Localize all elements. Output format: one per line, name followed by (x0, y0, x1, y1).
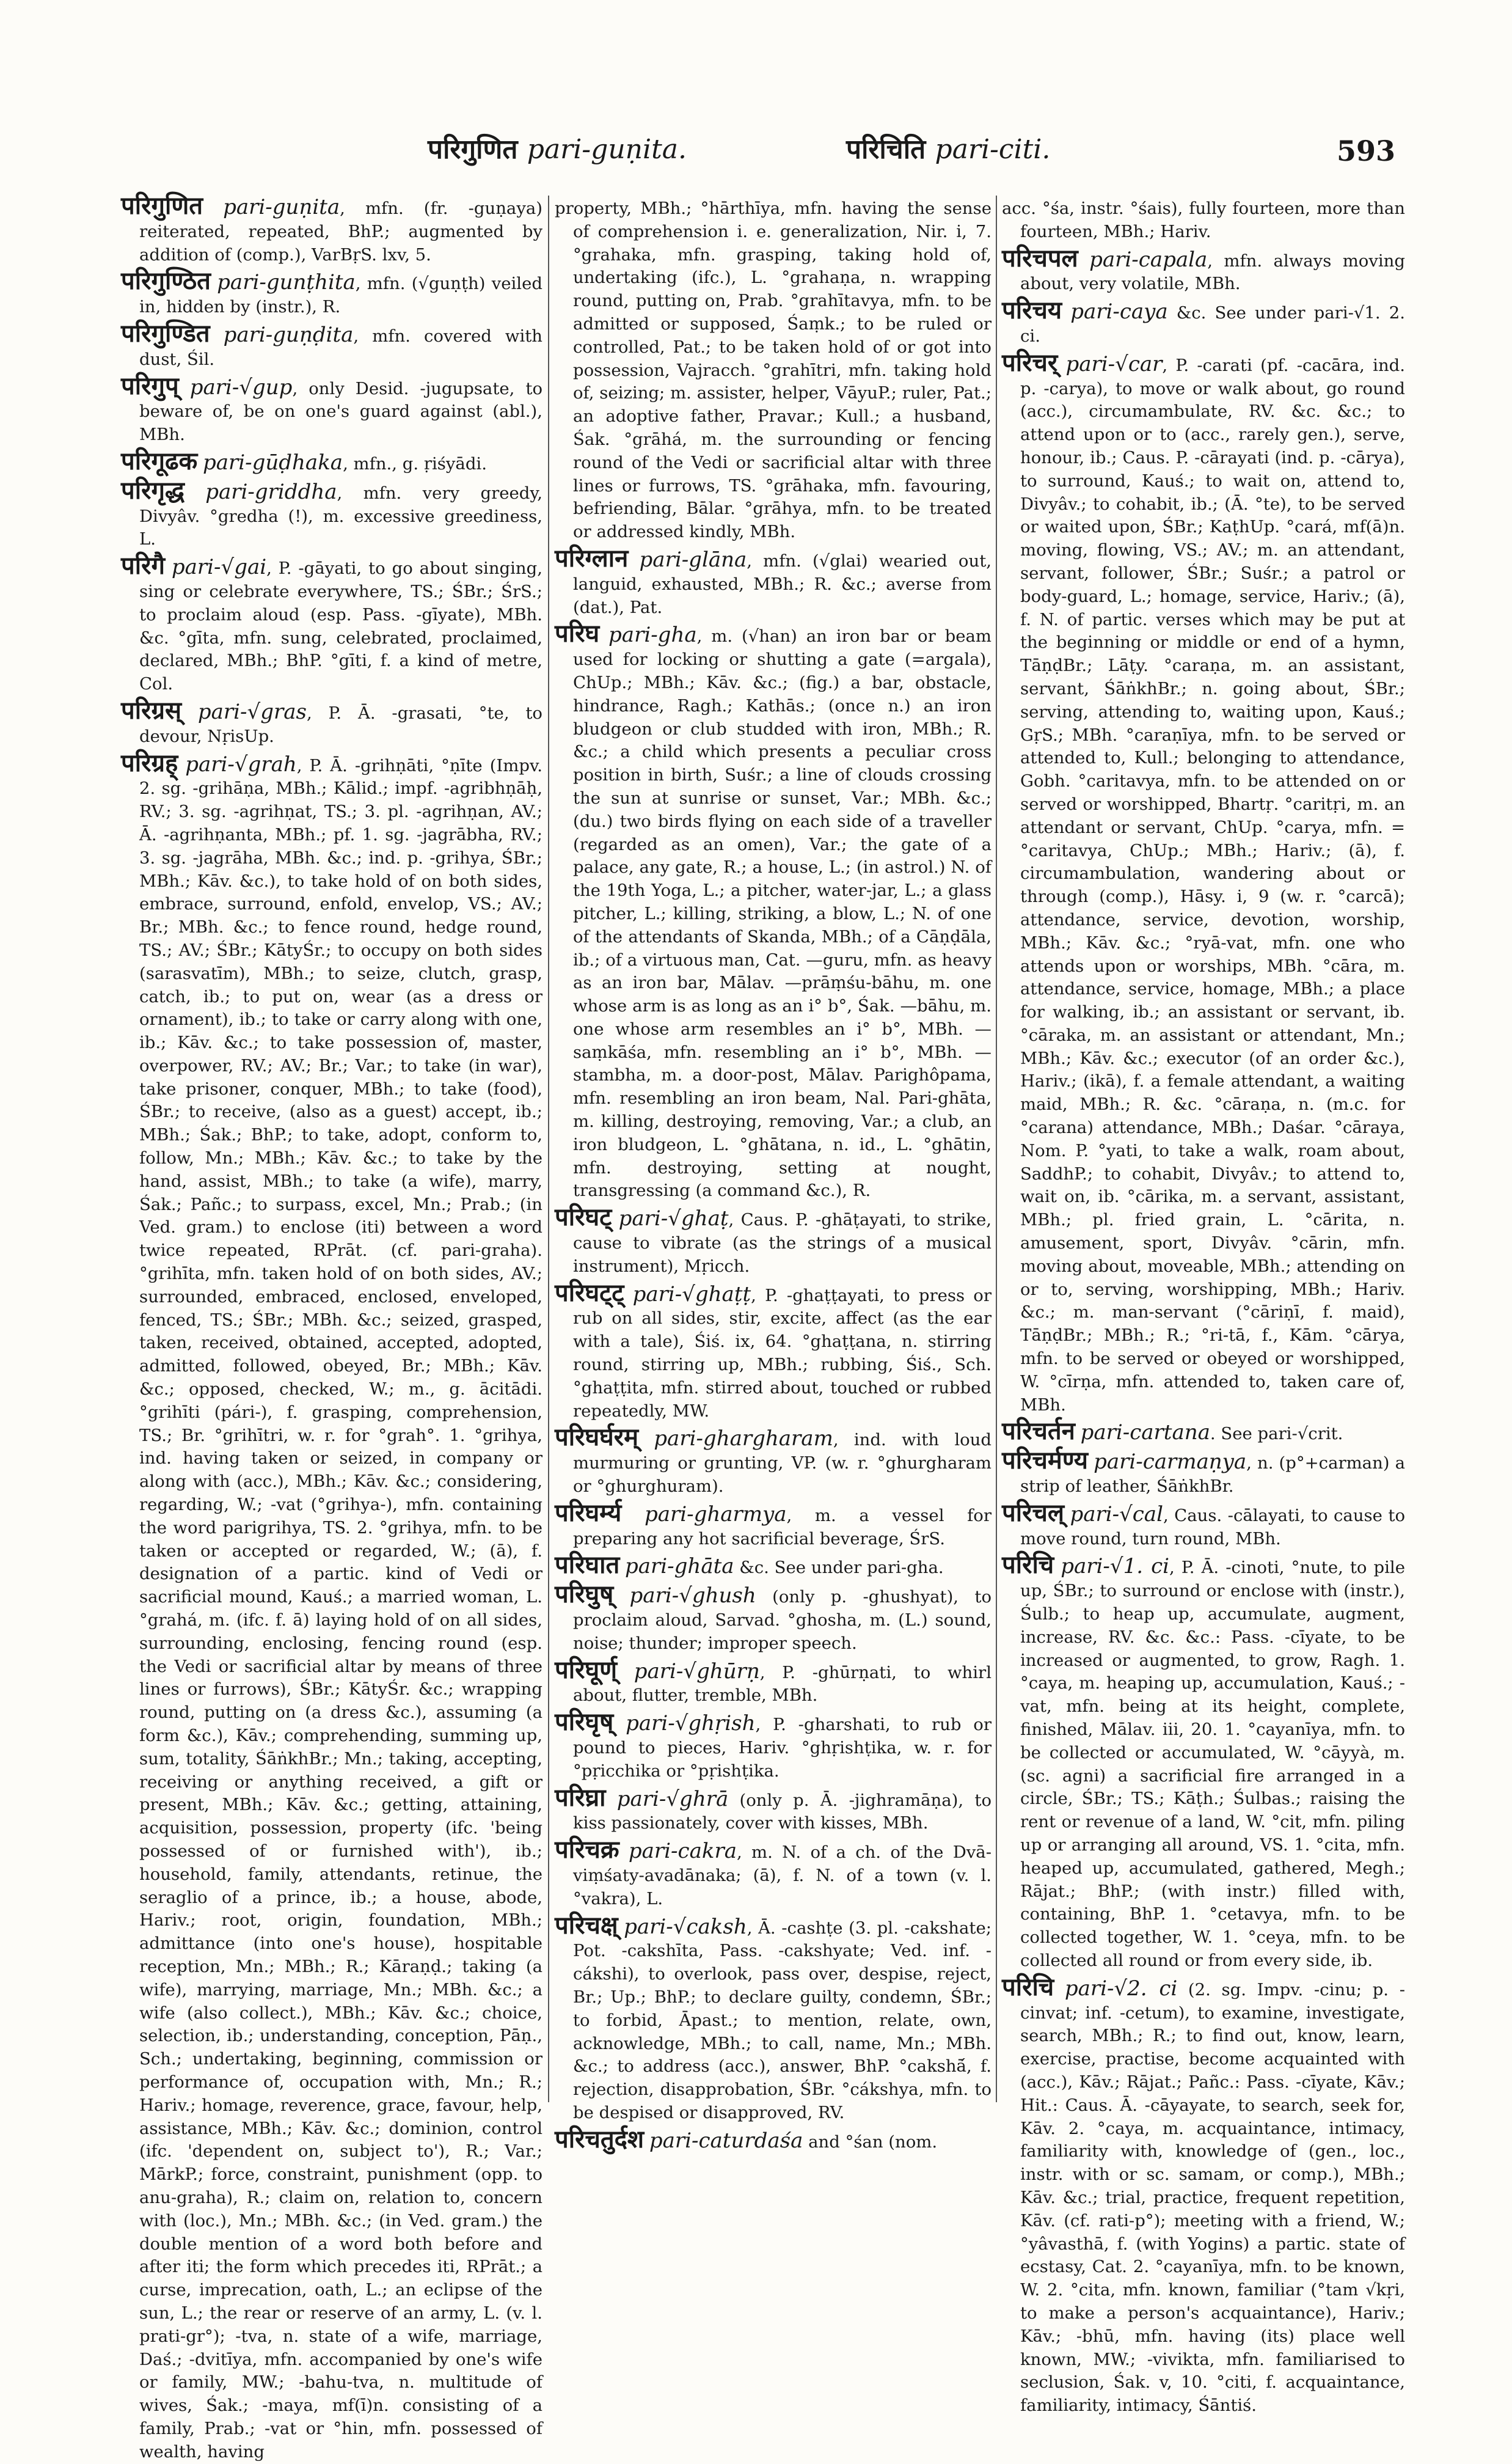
entry-definition: , P. Ā. -grasati, °te, to devour, NṛisUp. (139, 703, 542, 746)
dictionary-entry (121, 748, 542, 2464)
headword-devanagari: परिघर्घरम् (555, 1423, 638, 1452)
entry-definition: , P. -ghūrṇati, to whirl about, flutter, tremble, MBh. (573, 1662, 992, 1706)
headword-devanagari: परिघट् (555, 1203, 612, 1232)
column-middle (555, 194, 992, 2154)
headword-transliteration: pari-√gup (189, 375, 293, 400)
column-divider (996, 196, 997, 2102)
entry-definition: , P. -carati (pf. -cacāra, ind. p. -carya), to move or walk about, go round (acc.), circumambulate, RV. &c. &c.; to attend upon or to (acc., rarely gen.), serve, honour, ib.; Caus. P. -cārayati (ind. p. -cārya), to surround, Kauś.; to wait on, attend to, Divyâv.; to cohabit, ib.; (Ā. °te), to be served or waited upon, ŚBr.; KaṭhUp. °cará, mf(ā)n. moving, flowing, VS.; AV.; m. an attendant, servant, follower, ŚBr.; Suśr.; a patrol or body-guard, L.; homage, service, Hariv.; (ā), f. N. of partic. verses which may be put at the beginning or middle or end of a hymn, TāṇḍBr.; Lāṭy. °caraṇa, m. an assistant, servant, ŚāṅkhBr.; n. going about, ŚBr.; serving, attending to, waiting upon, Kauś.; GṛS.; MBh. °caraṇīya, mfn. to be served or attended to, Kull.; belonging to attendance, Gobh. °caritavya, mfn. to be attended on or served or worshipped, Bhartṛ. °caritṛi, m. an attendant or servant, ChUp. °carya, mfn. = °caritavya, ChUp.; MBh.; Hariv.; (ā), f. circumambulation, wandering about or through (comp.), Hāsy. i, 9 (w. r. °carcā); attendance, service, devotion, worship, MBh.; Kāv. &c.; °ryā-vat, mfn. one who attends upon or worships, MBh. °cāra, m. attendance, service, homage, MBh.; a place for walking, ib.; an assistant or servant, ib. °cāraka, m. an assistant or attendant, Mn.; MBh.; Kāv. &c.; executor (of an order &c.), Hariv.; (ikā), f. a female attendant, a waiting maid, MBh.; R. &c. °cāraṇa, n. (m.c. for °carana) attendance, MBh.; Daśar. °cāraya, Nom. P. °yati, to take a walk, roam about, SaddhP.; to cohabit, Divyâv.; to attend to, wait on, ib. °cārika, m. a servant, assistant, MBh.; pl. fried grain, L. °cārita, n. amusement, sport, Divyâv. °cārin, mfn. moving about, moveable, MBh.; attending on or to, serving, worshipping, MBh.; Hariv. &c.; m. man-servant (°cāriṇī, f. maid), TāṇḍBr.; MBh.; R.; °ri-tā, f., Kām. °cārya, mfn. to be served or obeyed or worshipped, W. °cīrṇa, mfn. attended to, taken care of, MBh. (1020, 355, 1406, 1415)
running-head-center-translit: pari-citi. (935, 134, 1051, 165)
headword-transliteration: pari-guṇita (223, 195, 340, 219)
headword-transliteration: pari-gunṭhita (217, 270, 356, 295)
dictionary-entry (121, 191, 542, 266)
entry-definition: , m. a vessel for preparing any hot sacrificial beverage, ŚrS. (573, 1505, 992, 1549)
dictionary-entry (121, 551, 542, 696)
dictionary-entry (555, 1203, 992, 1278)
dictionary-entry (1002, 296, 1405, 348)
entry-definition: property, MBh.; °hārthīya, mfn. having the sense of comprehension i. e. generalization, Nir. i, 7. °grahaka, mfn. grasping, taking hold of, undertaking (ifc.), L. °grahaṇa, n. wrapping round, putting on, Prab. °grahītavya, mfn. to be admitted or supposed, Śaṃk.; to be ruled or controlled, Pat.; to be taken hold of or got into possession, Vajracch. °grahītri, mfn. taking hold of, seizing; m. assister, helper, VāyuP.; ruler, Pat.; an adoptive father, Pravar.; Kull.; a husband, Śak. °grāhá, m. the surrounding or fencing round of the Vedi or sacrificial altar with three lines or furrows, TS. °grāhaka, mfn. favouring, befriending, Bālar. °grāhya, mfn. to be treated or addressed kindly, MBh. (555, 199, 992, 542)
entry-definition: , mfn. very greedy, Divyâv. °gredha (!), m. excessive greediness, L. (139, 483, 542, 549)
headword-transliteration: pari-carmaṇya (1094, 1450, 1247, 1475)
entry-definition: , n. (p°+carman) a strip of leather, ŚāṅkhBr. (1020, 1453, 1405, 1497)
column-left (121, 191, 543, 2462)
entry-definition: , only Desid. -jugupsate, to beware of, be on one's guard against (abl.), MBh. (139, 378, 543, 445)
running-head-center-devanagari: परिचिति (846, 134, 926, 165)
headword-devanagari: परिचय (1002, 296, 1062, 325)
headword-devanagari: परिघ (555, 619, 600, 648)
dictionary-entry (555, 194, 992, 544)
headword-transliteration: pari-√cal (1070, 1502, 1163, 1527)
entry-definition: acc. °śa, instr. °śais), fully fourteen, more than fourteen, MBh.; Hariv. (1002, 199, 1405, 241)
headword-transliteration: pari-√1. ci (1061, 1554, 1170, 1579)
dictionary-entry (555, 2124, 992, 2154)
entry-definition: , Caus. -cālayati, to cause to move round, turn round, MBh. (1020, 1505, 1405, 1549)
entry-definition: , m. (√han) an iron bar or beam used for locking or shutting a gate (=argala), ChUp.; MBh.; Kāv. &c.; (fig.) a bar, obstacle, hindrance, Ragh.; Kathās.; (once n.) an iron bludgeon or club studded with iron, MBh.; R. &c.; a child which presents a peculiar cross position in birth, Suśr.; a line of clouds crossing the sun at sunrise or sunset, Var.; MBh. &c.; (du.) two birds flying on each side of a traveller (regarded as an omen), Var.; the gate of a palace, any gate, R.; a house, L.; (in astrol.) N. of the 19th Yoga, L.; a pitcher, water-jar, L.; a glass pitcher, L.; killing, striking, a blow, L.; N. of one of the attendants of Skanda, MBh.; of a Cāṇḍāla, ib.; of a virtuous man, Cat. —guru, mfn. as heavy as an iron bar, Mālav. —prāṃśu-bāhu, m. one whose arm is as long as an i° b°, Śak. —bāhu, m. one whose arm resembles an i° b°, MBh. —saṃkāśa, mfn. resembling an i° b°, MBh. —stambha, m. a door-post, Mālav. Parighôpama, mfn. resembling an iron beam, Nal. Pari-ghāta, m. killing, destroying, removing, Var.; a club, an iron bludgeon, L. °ghātana, n. id., L. °ghātin, mfn. destroying, setting at nought, transgressing (a command &c.), R. (573, 626, 992, 1201)
running-head-left (428, 130, 687, 166)
headword-transliteration: pari-√2. ci (1064, 1976, 1178, 2001)
dictionary-entry (555, 1498, 992, 1551)
dictionary-entry (121, 371, 543, 447)
dictionary-entry (1002, 1446, 1405, 1498)
entry-definition: (2. sg. Impv. -cinu; p. -cinvat; inf. -cetum), to examine, investigate, search, MBh.; R.; to find out, know, learn, exercise, practise, become acquainted with (acc.), Kāv.; Rājat.; Pañc.: Pass. -cīyate, Kāv.; Hit.: Caus. Ā. -cāyayate, to search, seek for, Kāv. 2. °caya, m. acquaintance, intimacy, familiarity with, knowledge of (gen., loc., instr. with or sc. samam, or comp.), MBh.; Kāv. &c.; trial, practice, frequent repetition, Kāv. (cf. rati-p°); meeting with a friend, W.; °yâvasthā, f. (with Yogins) a partic. state of ecstasy, Cat. 2. °cayanīya, mfn. to be known, W. 2. °cita, mfn. known, familiar (°tam √kṛi, to make a person's acquaintance), Hariv.; Kāv.; -bhū, mfn. having (its) place well known, MW.; -vivikta, mfn. familiarised to seclusion, Śak. v, 10. °citi, f. acquaintance, familiarity, intimacy, Śāntiś. (1020, 1979, 1405, 2416)
entry-definition: &c. See under pari-gha. (734, 1558, 944, 1578)
headword-devanagari: परिघ्रा (555, 1783, 606, 1812)
headword-devanagari: परिचर्तन (1002, 1417, 1075, 1446)
headword-devanagari: परिगृद्ध (121, 475, 184, 505)
headword-transliteration: pari-√caksh (624, 1914, 747, 1939)
headword-devanagari: परिगुप् (121, 371, 179, 400)
headword-devanagari: परिगुणित (121, 191, 203, 220)
headword-transliteration: pari-caya (1070, 299, 1168, 324)
headword-devanagari: परिचर्मण्य (1002, 1446, 1088, 1475)
entry-definition: , m. N. of a ch. of the Dvā-viṃśaty-avadānaka; (ā), f. N. of a town (v. l. °vakra), L. (573, 1843, 992, 1909)
dictionary-entry (121, 446, 542, 476)
headword-devanagari: परिचल् (1002, 1498, 1064, 1527)
headword-devanagari: परिगुण्ठित (121, 266, 211, 296)
entry-definition: &c. See under pari-√1. 2. ci. (1020, 303, 1405, 346)
entry-definition: (only p. Ā. -jighramāṇa), to kiss passionately, cover with kisses, MBh. (573, 1790, 992, 1833)
headword-transliteration: pari-griddha (205, 479, 337, 504)
entry-definition: , mfn., g. ṛiśyādi. (343, 453, 487, 474)
headword-transliteration: pari-capala (1089, 247, 1208, 272)
headword-transliteration: pari-√ghush (629, 1583, 756, 1608)
headword-transliteration: pari-√ghaṭṭ (632, 1282, 751, 1307)
headword-devanagari: परिग्रह् (121, 748, 178, 777)
entry-definition: , P. Ā. -cinoti, °nute, to pile up, ŚBr.; to surround or enclose with (instr.), Śulb.; to heap up, accumulate, augment, increase, RV. &c. &c.: Pass. -cīyate, to be increased or augmented, to grow, Ragh. 1. °caya, m. heaping up, accumulation, Kauś.; -vat, mfn. being at its height, complete, finished, Mālav. iii, 20. 1. °cayanīya, mfn. to be collected or accumulated, W. °cāyyà, m. (sc. agni) a sacrificial fire arranged in a circle, ŚBr.; TS.; Kāṭh.; Śulbas.; raising the rent or revenue of a land, W. °cit, mfn. piling up or arranging all around, VS. 1. °cita, mfn. heaped up, accumulated, gathered, Megh.; Rājat.; BhP.; (with instr.) filled with, containing, BhP. 1. °cetavya, mfn. to be collected together, W. 1. °ceya, mfn. to be collected all round or from every side, ib. (1020, 1558, 1405, 1970)
headword-devanagari: परिघट्ट् (555, 1278, 624, 1307)
entry-definition: , P. -gharshati, to rub or pound to pieces, Hariv. °ghṛishṭika, w. r. for °pṛicchika or °pṛishṭika. (573, 1715, 992, 1781)
dictionary-entry (555, 1835, 992, 1910)
dictionary-entry (1002, 1550, 1405, 1972)
column-divider (548, 196, 549, 2102)
headword-transliteration: pari-gharmya (644, 1502, 787, 1527)
headword-devanagari: परिचक्र (555, 1835, 619, 1865)
dictionary-entry (121, 318, 543, 372)
page-number: 593 (1337, 134, 1396, 167)
headword-devanagari: परिघुष् (555, 1580, 614, 1609)
headword-transliteration: pari-√grah (185, 752, 297, 777)
headword-transliteration: pari-caturdaśa (649, 2128, 803, 2153)
entry-definition: , mfn. (√glai) wearied out, languid, exhausted, MBh.; R. &c.; averse from (dat.), Pat. (573, 551, 992, 617)
dictionary-entry (555, 1580, 992, 1655)
headword-devanagari: परिचक्ष् (555, 1910, 618, 1940)
dictionary-entry (555, 1707, 992, 1783)
entry-definition: , mfn. always moving about, very volatile, MBh. (1020, 251, 1405, 294)
headword-transliteration: pari-√ghaṭ (618, 1206, 729, 1231)
dictionary-entry (1002, 1498, 1405, 1551)
headword-devanagari: परिघर्म्य (555, 1498, 622, 1527)
entry-definition: , Ā. -cashṭe (3. pl. -cakshate; Pot. -cakshīta, Pass. -cakshyate; Ved. inf. -cákshi), to overlook, pass over, despise, reject, Br.; Up.; BhP.; to declare guilty, condemn, ŚBr.; to forbid, Āpast.; to mention, relate, own, acknowledge, MBh.; to call, name, Mn.; MBh. &c.; to address (acc.), answer, BhP. °cakshā́, f. rejection, disapprobation, ŚBr. °cákshya, mfn. to be despised or disapproved, RV. (573, 1918, 992, 2122)
headword-devanagari: परिचि (1002, 1550, 1054, 1580)
running-head-center (846, 130, 1050, 166)
dictionary-entry (555, 1783, 992, 1836)
headword-transliteration: pari-√ghūrṇ (634, 1659, 760, 1684)
headword-devanagari: परिघृष् (555, 1707, 614, 1737)
entry-definition: , mfn. (fr. -guṇaya) reiterated, repeated, BhP.; augmented by addition of (comp.), VarBṛS. lxv, 5. (139, 199, 542, 265)
headword-devanagari: परिग्लान (555, 543, 629, 573)
dictionary-entry (121, 475, 542, 551)
dictionary-entry (1002, 348, 1406, 1417)
dictionary-entry (121, 266, 542, 319)
headword-transliteration: pari-cakra (628, 1839, 737, 1864)
dictionary-entry (555, 1278, 992, 1423)
dictionary-entry (1002, 243, 1405, 296)
dictionary-entry (555, 1550, 992, 1580)
headword-transliteration: pari-√ghṛish (626, 1711, 756, 1736)
headword-transliteration: pari-ghargharam (654, 1426, 833, 1451)
dictionary-entry (555, 543, 992, 619)
headword-transliteration: pari-ghāta (625, 1554, 734, 1579)
headword-transliteration: pari-glāna (639, 547, 747, 572)
running-head-left-devanagari: परिगुणित (428, 134, 518, 165)
headword-transliteration: pari-guṇḍita (223, 322, 354, 347)
dictionary-entry (555, 619, 992, 1203)
headword-transliteration: pari-gha (608, 623, 697, 648)
headword-devanagari: परिग्रस् (121, 695, 182, 725)
entry-definition: , Caus. P. -ghāṭayati, to strike, cause to vibrate (as the strings of a musical instrument), Mṛicch. (573, 1210, 992, 1276)
headword-devanagari: परिगुण्डित (121, 318, 210, 348)
dictionary-entry (555, 1423, 992, 1498)
dictionary-entry (121, 695, 542, 749)
headword-transliteration: pari-gūḍhaka (202, 450, 343, 475)
dictionary-entry (1002, 194, 1405, 244)
headword-devanagari: परिघूर्ण् (555, 1655, 617, 1684)
entry-definition: , P. Ā. -grihṇāti, °ṇīte (Impv. 2. sg. -grihāṇa, MBh.; Kālid.; impf. -agribhṇāḥ, RV.; 3. sg. -agrihṇat, TS.; 3. pl. -agrihṇan, AV.; Ā. -agrihṇanta, MBh.; pf. 1. sg. -jagrābha, RV.; 3. sg. -jagrāha, MBh. &c.; ind. p. -grihya, ŚBr.; MBh.; Kāv. &c.), to take hold of on both sides, embrace, surround, enfold, envelop, VS.; AV.; Br.; MBh. &c.; to fence round, hedge round, TS.; AV.; ŚBr.; KātyŚr.; to occupy on both sides (sarasvatīm), MBh.; to seize, clutch, grasp, catch, ib.; to put on, wear (as a dress or ornament), ib.; to take or carry along with one, ib.; Kāv. &c.; to take possession of, master, overpower, RV.; AV.; Br.; Var.; to take (in war), take prisoner, conquer, MBh.; to take (food), ŚBr.; to receive, (also as a guest) accept, ib.; MBh.; Śak.; BhP.; to take, adopt, conform to, follow, Mn.; MBh.; Kāv. &c.; to take by the hand, assist, MBh.; to take (a wife), marry, Śak.; Pañc.; to surpass, excel, Mn.; Prab.; (in Ved. gram.) to enclose (iti) between a word twice repeated, RPrāt. (cf. pari-graha). °grihīta, mfn. taken hold of on both sides, AV.; surrounded, embraced, enclosed, enveloped, fenced, TS.; ŚBr.; MBh. &c.; seized, grasped, taken, received, obtained, accepted, adopted, admitted, followed, obeyed, Br.; MBh.; Kāv. &c.; opposed, checked, W.; m., g. ācitādi. °grihīti (pári-), f. grasping, comprehension, TS.; Br. °grihītri, w. r. for °grah°. 1. °grihya, ind. having taken or seized, in company or along with (acc.), MBh.; Kāv. &c.; considering, regarding, W.; -vat (°grihya-), mfn. containing the word parigrihya, TS. 2. °grihya, mfn. to be taken or accepted or regarded, W.; (ā), f. designation of a partic. kind of Vedi or sacrificial mound, Kauś.; a married woman, L. °grahá, m. (ifc. f. ā) laying hold of on all sides, surrounding, enclosing, fencing round (esp. the Vedi or sacrificial altar by means of three lines or furrows), ŚBr.; KātyŚr. &c.; wrapping round, putting on (a dress &c.), assuming (a form &c.), Kāv.; comprehending, summing up, sum, totality, ŚāṅkhBr.; Mn.; taking, accepting, receiving or anything received, a gift or present, MBh.; Kāv. &c.; getting, attaining, acquisition, possession, property (ifc. 'being possessed of or furnished with'), ib.; household, family, attendants, retinue, the seraglio of a prince, ib.; a house, abode, Hariv.; root, origin, foundation, MBh.; admittance (into one's house), hospitable reception, Mn.; MBh.; R.; Kāraṇḍ.; taking (a wife), marrying, marriage, Mn.; MBh. &c.; a wife (also collect.), MBh.; Kāv. &c.; choice, selection, ib.; understanding, conception, Pāṇ., Sch.; undertaking, beginning, commission or performance of, occupation with, Mn.; R.; Hariv.; homage, reverence, grace, favour, help, assistance, MBh.; Kāv. &c.; dominion, control (ifc. 'dependent on, subject to'), R.; Var.; MārkP.; force, constraint, punishment (opp. to anu-graha), R.; claim on, relation to, concern with (loc.), Mn.; MBh. &c.; (in Ved. gram.) the double mention of a word both before and after iti; the form which precedes iti, RPrāt.; a curse, imprecation, oath, L.; an eclipse of the sun, L.; the rear or reserve of an army, L. (v. l. prati-gr°); -tva, n. state of a wife, marriage, Daś.; -dvitīya, mfn. accompanied by one's wife or family, MW.; -bahu-tva, n. multitude of wives, Śak.; -maya, mf(ī)n. consisting of a family, Prab.; -vat or °hin, mfn. possessed of wealth, having (139, 755, 542, 2462)
dictionary-entry (555, 1910, 992, 2125)
dictionary-entry (555, 1655, 992, 1708)
entry-definition: , mfn. (√guṇṭh) veiled in, hidden by (instr.), R. (139, 274, 542, 317)
column-right (1002, 194, 1406, 2416)
headword-transliteration: pari-cartana (1080, 1420, 1210, 1445)
entry-definition: . See pari-√crit. (1210, 1424, 1343, 1444)
headword-devanagari: परिघात (555, 1550, 620, 1580)
entry-definition: , P. -ghaṭṭayati, to press or rub on all sides, stir, excite, affect (as the ear with a tale), Śiś. ix, 64. °ghaṭṭana, n. stirring round, stirring up, MBh.; rubbing, Śiś., Sch. °ghaṭṭita, mfn. stirred about, touched or rubbed repeatedly, MW. (573, 1285, 992, 1421)
running-head-left-translit: pari-guṇita. (527, 134, 687, 165)
headword-devanagari: परिचर् (1002, 348, 1058, 377)
headword-devanagari: परिचपल (1002, 243, 1078, 273)
dictionary-entry (1002, 1417, 1405, 1446)
headword-devanagari: परिगूढक (121, 446, 198, 475)
dictionary-entry (1002, 1972, 1405, 2418)
page-header (0, 0, 1512, 202)
entry-definition: (only p. -ghushyat), to proclaim aloud, Sarvad. °ghosha, m. (L.) sound, noise; thunder; improper speech. (573, 1587, 992, 1653)
headword-transliteration: pari-√car (1065, 351, 1163, 376)
headword-transliteration: pari-√ghrā (616, 1786, 729, 1811)
headword-devanagari: परिचि (1002, 1972, 1054, 2001)
headword-devanagari: परिचतुर्दश (555, 2124, 645, 2154)
headword-devanagari: परिगै (121, 551, 165, 581)
entry-definition: , mfn. covered with dust, Śil. (139, 326, 543, 369)
entry-definition: , ind. with loud murmuring or grunting, VP. (w. r. °ghurgharam or °ghurghuram). (573, 1430, 992, 1497)
headword-transliteration: pari-√gai (171, 555, 267, 580)
entry-definition: , P. -gāyati, to go about singing, sing or celebrate everywhere, TS.; ŚBr.; ŚrS.; to proclaim aloud (esp. Pass. -gīyate), MBh. &c. °gīta, mfn. sung, celebrated, proclaimed, declared, MBh.; BhP. °gīti, f. a kind of metre, Col. (139, 559, 542, 694)
entry-definition: and °śan (nom. (803, 2132, 938, 2152)
headword-transliteration: pari-√gras (197, 699, 307, 724)
